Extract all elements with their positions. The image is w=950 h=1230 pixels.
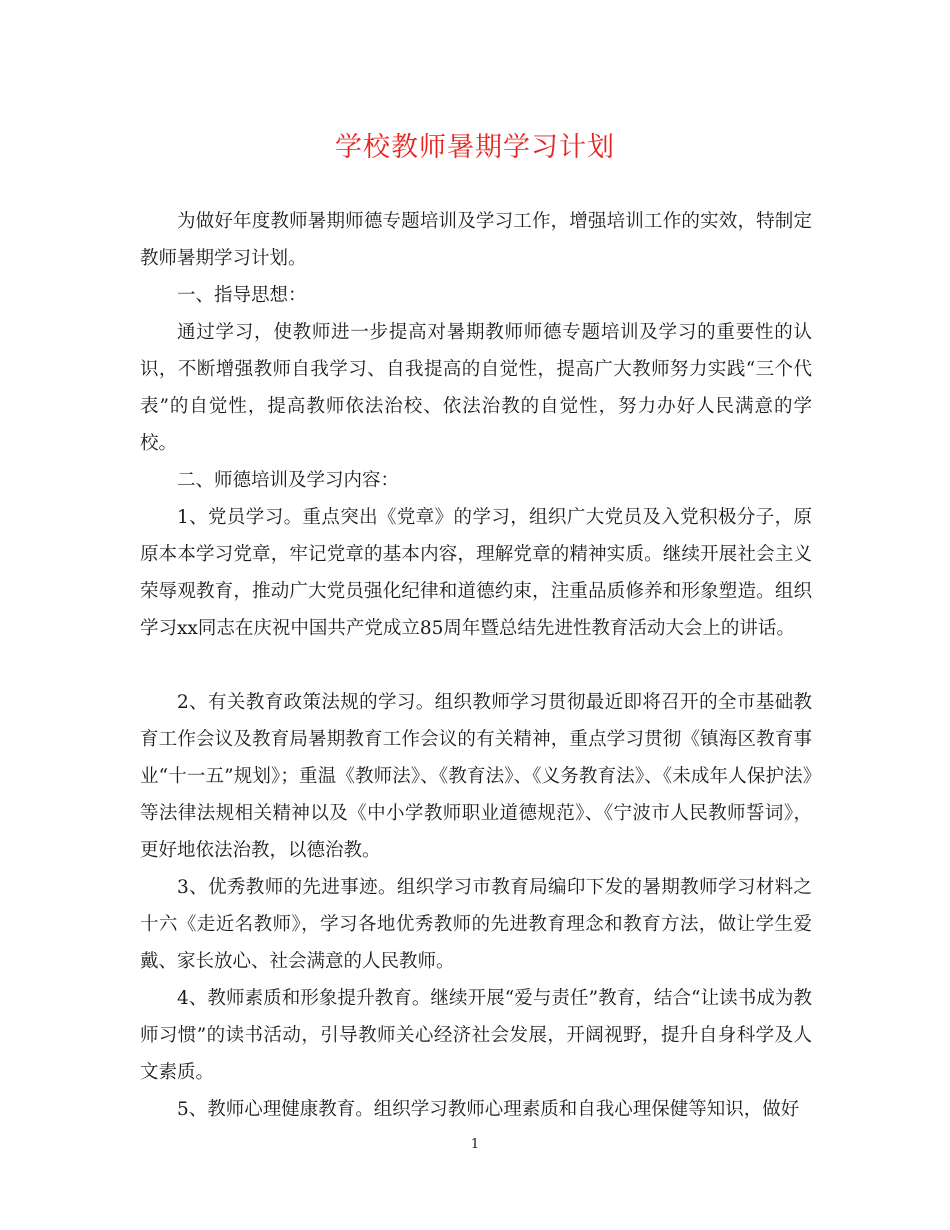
guiding-thought-paragraph: 通过学习，使教师进一步提高对暑期教师师德专题培训及学习的重要性的认识，不断增强教师自我学习、自我提高的自觉性，提高广大教师努力实践“三个代表”的自觉性，提高教师依法治校、依法治教的自觉性，努力办好人民满意的学校。 xyxy=(140,322,812,454)
paragraph-spacer xyxy=(140,647,812,684)
document-body xyxy=(140,203,812,1128)
section-heading-guiding-thought: 一、指导思想： xyxy=(177,285,307,306)
item-party-member-study: 1、党员学习。重点突出《党章》的学习，组织广大党员及入党积极分子，原原本本学习党章，牢记党章的基本内容，理解党章的精神实质。继续开展社会主义荣辱观教育，推动广大党员强化纪律和道德约束，注重品质修养和形象塑造。组织学习xx同志在庆祝中国共产党成立85周年暨总结先进性教育活动大会上的讲话。 xyxy=(140,507,812,639)
section-heading-training-content: 二、师德培训及学习内容： xyxy=(177,470,400,491)
page-title: 学校教师暑期学习计划 xyxy=(335,132,615,163)
item-teacher-quality: 4、教师素质和形象提升教育。继续开展“爱与责任”教育，结合“让读书成为教师习惯”的读书活动，引导教师关心经济社会发展，开阔视野，提升自身科学及人文素质。 xyxy=(140,988,812,1083)
page-number: 1 xyxy=(470,1137,480,1152)
item-education-policy-study: 2、有关教育政策法规的学习。组织教师学习贯彻最近即将召开的全市基础教育工作会议及教育局暑期教育工作会议的有关精神，重点学习贯彻《镇海区教育事业“十一五”规划》；重温《教师法》、《教育法》、《义务教育法》、《未成年人保护法》等法律法规相关精神以及《中小学教师职业道德规范》、《宁波市人民教师誓词》，更好地依法治教，以德治教。 xyxy=(140,692,812,861)
intro-paragraph: 为做好年度教师暑期师德专题培训及学习工作，增强培训工作的实效，特制定教师暑期学习计划。 xyxy=(140,211,812,269)
item-mental-health: 5、教师心理健康教育。组织学习教师心理素质和自我心理保健等知识，做好 xyxy=(177,1099,800,1120)
item-excellent-teachers: 3、优秀教师的先进事迹。组织学习市教育局编印下发的暑期教师学习材料之十六《走近名教师》，学习各地优秀教师的先进教育理念和教育方法，做让学生爱戴、家长放心、社会满意的人民教师。 xyxy=(140,877,812,972)
